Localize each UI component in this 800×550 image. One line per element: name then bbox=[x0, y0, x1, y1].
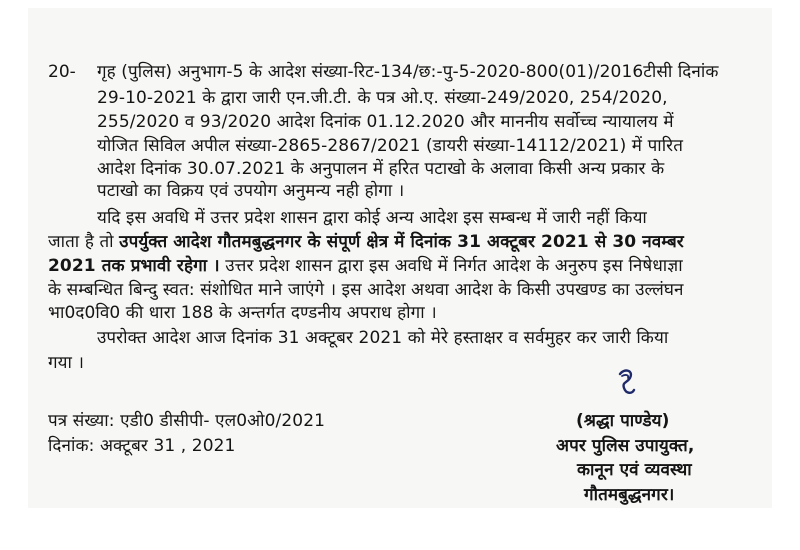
signatory-department: कानून एवं व्यवस्था bbox=[577, 460, 692, 480]
para2-line-2 bbox=[48, 231, 684, 253]
para2-line-2-prefix: जाता है तो bbox=[48, 232, 120, 252]
para3-line-1: उपरोक्त आदेश आज दिनांक 31 अक्टूबर 2021 को मेरे हस्ताक्षर व सर्वमुहर कर जारी किया bbox=[97, 328, 669, 348]
signatory-location: गौतमबुद्धनगर। bbox=[584, 485, 675, 505]
para1-line-5: आदेश दिनांक 30.07.2021 के अनुपालन में हरित पटाखो के अलावा किसी अन्य प्रकार के bbox=[97, 159, 665, 179]
para1-line-3: 255/2020 व 93/2020 आदेश दिनांक 01.12.2020 और माननीय सर्वोच्च न्यायालय में bbox=[97, 112, 674, 132]
para2-line-3-rest: उत्तर प्रदेश शासन द्वारा इस अवधि में निर्गत आदेश के अनुरुप इस निषेधाज्ञा bbox=[219, 256, 683, 276]
letter-date: दिनांक: अक्टूबर 31 , 2021 bbox=[48, 436, 236, 456]
effective-until-bold: 2021 तक प्रभावी रहेगा । bbox=[48, 256, 220, 276]
para1-line-1: गृह (पुलिस) अनुभाग-5 के आदेश संख्या-रिट-134/छ:-पु-5-2020-800(01)/2016टीसी दिनांक bbox=[97, 62, 719, 82]
effective-period-bold: उपर्युक्त आदेश गौतमबुद्धनगर के संपूर्ण क्षेत्र में दिनांक 31 अक्टूबर 2021 से 30 नवम्बर bbox=[119, 232, 684, 252]
signature-mark bbox=[614, 366, 638, 400]
para1-line-2: 29-10-2021 के द्वारा जारी एन.जी.टी. के पत्र ओ.ए. संख्या-249/2020, 254/2020, bbox=[97, 88, 668, 108]
para3-line-2: गया । bbox=[48, 353, 85, 373]
signatory-name: (श्रद्धा पाण्डेय) bbox=[576, 411, 670, 431]
para2-line-1: यदि इस अवधि में उत्तर प्रदेश शासन द्वारा कोई अन्य आदेश इस सम्बन्ध में जारी नहीं किया bbox=[97, 208, 647, 228]
para2-line-4: के सम्बन्धित बिन्दु स्वत: संशोधित माने जाएंगे । इस आदेश अथवा आदेश के किसी उपखण्ड का उल्लंघन bbox=[48, 280, 684, 300]
letter-number: पत्र संख्या: एडी0 डीसीपी- एल0ओ0/2021 bbox=[48, 411, 326, 431]
para1-line-6: पटाखो का विक्रय एवं उपयोग अनुमन्य नही होगा । bbox=[97, 181, 405, 201]
paragraph-number: 20- bbox=[48, 62, 76, 82]
para2-line-3 bbox=[48, 255, 683, 277]
para1-line-4: योजित सिविल अपील संख्या-2865-2867/2021 (डायरी संख्या-14112/2021) में पारित bbox=[97, 136, 683, 156]
para2-line-5: भा0द0वि0 की धारा 188 के अन्तर्गत दण्डनीय अपराध होगा । bbox=[48, 303, 437, 323]
signatory-designation: अपर पुलिस उपायुक्त, bbox=[556, 436, 695, 456]
